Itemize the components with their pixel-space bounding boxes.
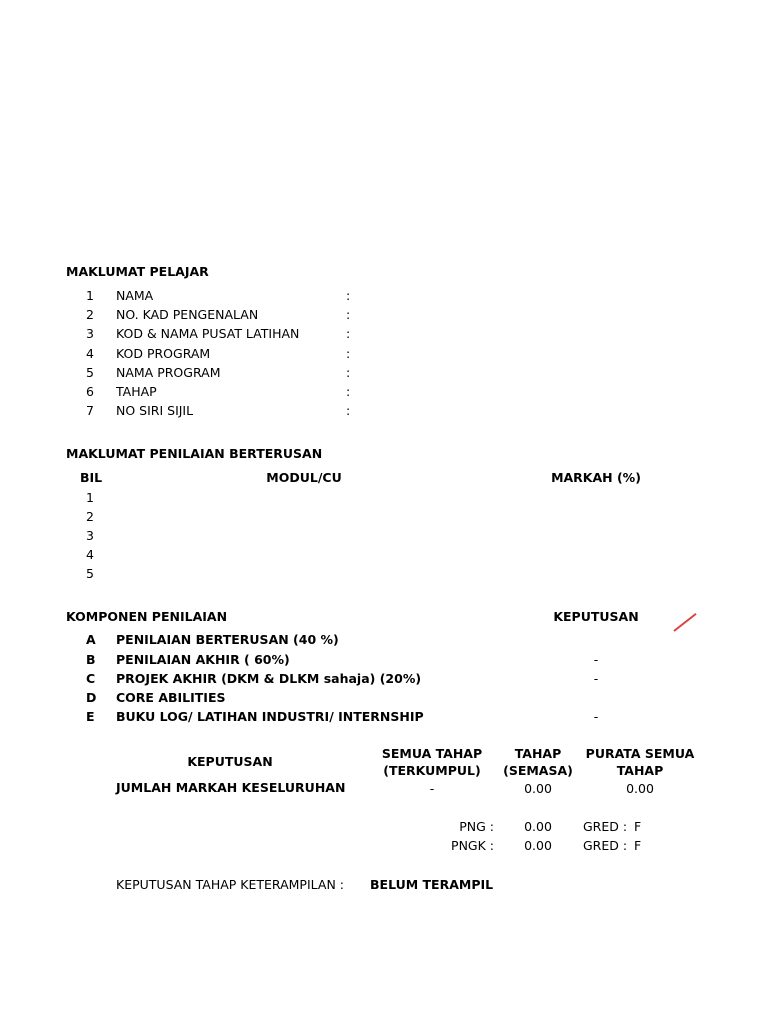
component-value: - (593, 709, 599, 724)
table-row-number: 4 (86, 547, 94, 562)
field-label-ic: NO. KAD PENGENALAN (116, 307, 259, 322)
component-label: CORE ABILITIES (116, 690, 226, 705)
column-header-all-levels-sub: (TERKUMPUL) (383, 763, 481, 778)
row-number: 5 (86, 365, 94, 380)
row-number: 7 (86, 403, 94, 418)
component-label: BUKU LOG/ LATIHAN INDUSTRI/ INTERNSHIP (116, 709, 424, 724)
column-header-marks: MARKAH (%) (551, 470, 641, 485)
png-grade: F (634, 819, 642, 834)
table-row-number: 2 (86, 509, 94, 524)
skill-decision-label: KEPUTUSAN TAHAP KETERAMPILAN : (116, 877, 344, 892)
field-label-program-name: NAMA PROGRAM (116, 365, 221, 380)
component-letter: C (86, 671, 96, 686)
total-level-value: 0.00 (524, 781, 552, 796)
field-separator: : (346, 326, 351, 341)
component-letter: B (86, 652, 96, 667)
column-header-average: PURATA SEMUA (585, 746, 695, 761)
components-heading: KOMPONEN PENILAIAN (66, 609, 228, 624)
column-header-module: MODUL/CU (266, 470, 342, 485)
column-header-average-sub: TAHAP (616, 763, 664, 778)
component-value: - (593, 652, 599, 667)
component-label: PENILAIAN AKHIR ( 60%) (116, 652, 290, 667)
component-label: PENILAIAN BERTERUSAN (40 %) (116, 632, 339, 647)
student-info-heading: MAKLUMAT PELAJAR (66, 264, 209, 279)
column-header-level-sub: (SEMASA) (503, 763, 573, 778)
component-letter: E (86, 709, 95, 724)
field-label-cert-serial: NO SIRI SIJIL (116, 403, 194, 418)
component-value: - (593, 671, 599, 686)
summary-decision-label: KEPUTUSAN (187, 754, 273, 769)
png-label: PNG : (459, 819, 494, 834)
field-separator: : (346, 307, 351, 322)
decision-heading: KEPUTUSAN (553, 609, 639, 624)
row-number: 1 (86, 288, 94, 303)
field-separator: : (346, 403, 351, 418)
field-label-level: TAHAP (116, 384, 157, 399)
column-header-level: TAHAP (514, 746, 562, 761)
field-label-centre: KOD & NAMA PUSAT LATIHAN (116, 326, 300, 341)
pngk-label: PNGK : (451, 838, 494, 853)
row-number: 2 (86, 307, 94, 322)
table-row-number: 5 (86, 566, 94, 581)
column-header-bil: BIL (80, 470, 103, 485)
total-marks-label: JUMLAH MARKAH KESELURUHAN (116, 780, 346, 795)
component-label: PROJEK AKHIR (DKM & DLKM sahaja) (20%) (116, 671, 422, 686)
field-separator: : (346, 384, 351, 399)
table-row-number: 1 (86, 490, 94, 505)
component-letter: D (86, 690, 97, 705)
total-average-value: 0.00 (626, 781, 654, 796)
png-value: 0.00 (524, 819, 552, 834)
png-grade-label: GRED : (583, 819, 628, 834)
row-number: 3 (86, 326, 94, 341)
skill-decision-value: BELUM TERAMPIL (370, 877, 494, 892)
row-number: 6 (86, 384, 94, 399)
field-label-program-code: KOD PROGRAM (116, 346, 211, 361)
table-row-number: 3 (86, 528, 94, 543)
field-separator: : (346, 288, 351, 303)
row-number: 4 (86, 346, 94, 361)
pngk-grade: F (634, 838, 642, 853)
component-letter: A (86, 632, 96, 647)
field-label-nama: NAMA (116, 288, 154, 303)
pngk-grade-label: GRED : (583, 838, 628, 853)
field-separator: : (346, 365, 351, 380)
field-separator: : (346, 346, 351, 361)
total-all-levels-value: - (429, 781, 435, 796)
column-header-all-levels: SEMUA TAHAP (381, 746, 483, 761)
continuous-assessment-heading: MAKLUMAT PENILAIAN BERTERUSAN (66, 446, 323, 461)
red-check-mark (673, 613, 696, 632)
pngk-value: 0.00 (524, 838, 552, 853)
